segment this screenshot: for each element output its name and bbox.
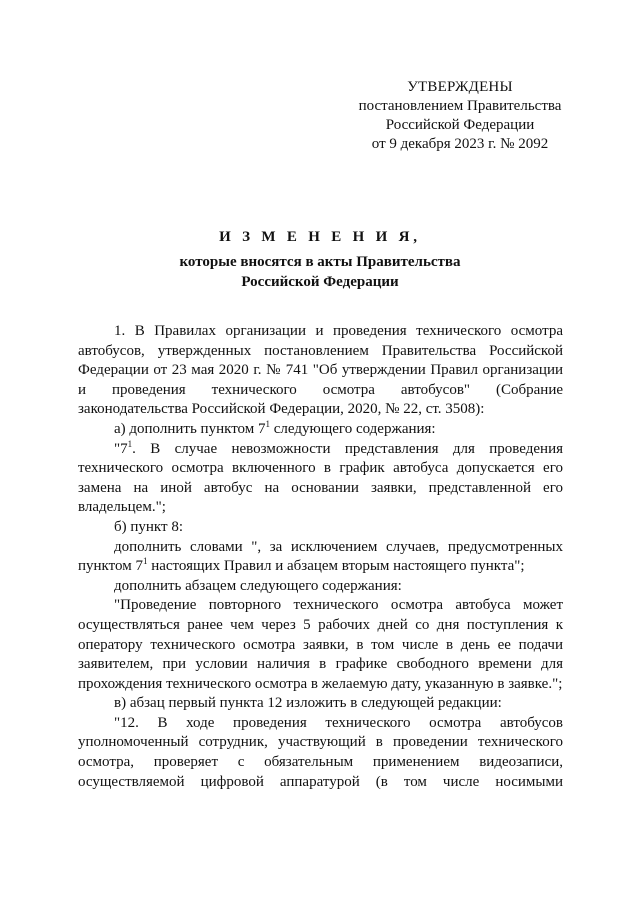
approval-block bbox=[340, 78, 580, 154]
text: а) дополнить пунктом 7 bbox=[114, 420, 266, 437]
text: дополнить словами ", за исключением случаев, предусмотренных пунктом 7 bbox=[78, 538, 563, 575]
approval-line: Российской Федерации bbox=[385, 117, 535, 133]
superscript: 1 bbox=[265, 418, 271, 429]
paragraph bbox=[78, 538, 563, 577]
superscript: 1 bbox=[142, 556, 148, 567]
paragraph bbox=[78, 440, 563, 518]
paragraph: в) абзац первый пункта 12 изложить в следующей редакции: bbox=[114, 695, 502, 712]
subtitle-line: которые вносятся в акты Правительства bbox=[179, 254, 461, 270]
subtitle-line: Российской Федерации bbox=[241, 274, 399, 290]
paragraph: 1. В Правилах организации и проведения технического осмотра автобусов, утвержденных постановлением Правительства Российской Федерации от 23 мая 2020 г. № 741 "Об утверждении Правил организации и проведения технического осмотра автобусов" (Собрание законодательства Российской Федерации, 2020, № 22, ст. 3508): bbox=[78, 323, 563, 418]
text: настоящих Правил и абзацем вторым настоящего пункта"; bbox=[147, 558, 525, 575]
paragraph: дополнить абзацем следующего содержания: bbox=[114, 577, 402, 594]
text: . В случае невозможности представления для проведения технического осмотра включенного в график автобуса допускается его замена на иной автобус на основании заявки, представленной его владельцем."; bbox=[78, 440, 563, 516]
approval-heading: УТВЕРЖДЕНЫ bbox=[407, 79, 513, 95]
text: следующего содержания: bbox=[270, 420, 436, 437]
superscript: 1 bbox=[127, 438, 133, 449]
paragraph: "12. В ходе проведения технического осмотра автобусов уполномоченный сотрудник, участвующий в проведении технического осмотра, проверяет с обязательным применением видеозаписи, осуществляемой цифровой аппаратурой (в том числе носимыми bbox=[78, 714, 563, 790]
paragraph: б) пункт 8: bbox=[114, 518, 183, 535]
text: "7 bbox=[114, 440, 128, 457]
approval-line: постановлением Правительства bbox=[358, 98, 562, 114]
document-title: И З М Е Н Е Н И Я, bbox=[219, 229, 421, 245]
document-body bbox=[78, 322, 563, 792]
paragraph: "Проведение повторного технического осмотра автобуса может осуществляться ранее чем через 5 рабочих дней со дня поступления к оператору технического осмотра заявки, в том числе в день ее подачи заявителем, при условии наличия в графике свободного времени для прохождения технического осмотра в желаемую дату, указанную в заявке."; bbox=[78, 597, 563, 692]
paragraph bbox=[78, 420, 563, 440]
document-subtitle bbox=[0, 252, 640, 292]
approval-line: от 9 декабря 2023 г. № 2092 bbox=[371, 136, 549, 152]
